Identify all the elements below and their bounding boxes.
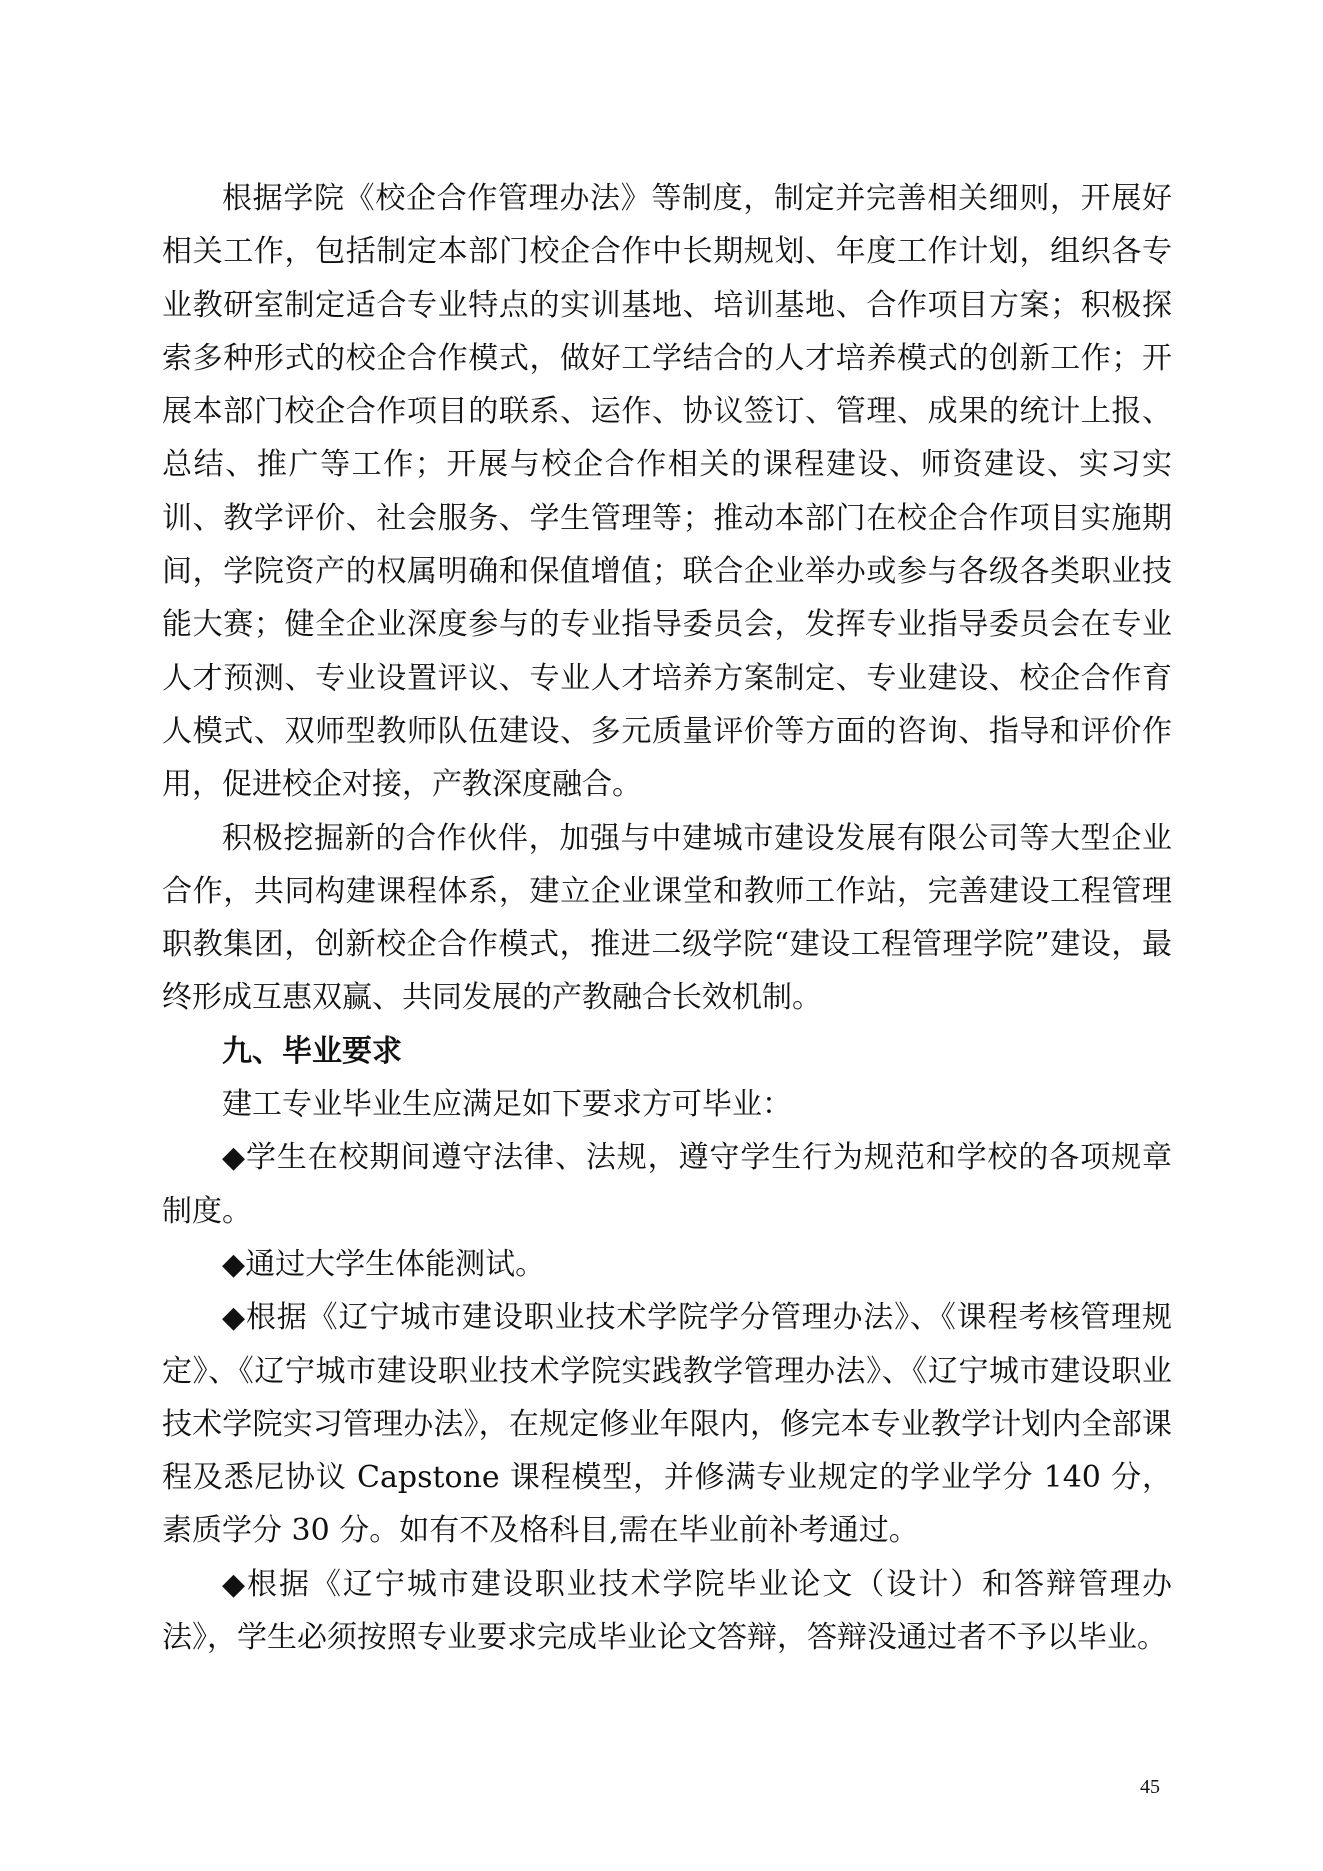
page-number: 45 [1140,1776,1160,1798]
requirement-item-credits: ◆根据《辽宁城市建设职业技术学院学分管理办法》、《课程考核管理规定》、《辽宁城市建设职业技术学院实践教学管理办法》、《辽宁城市建设职业技术学院实习管理办法》，在规定修业年限内，修完本专业教学计划内全部课程及悉尼协议 Capstone 课程模型，并修满专业规定的学业学分 140 分，素质学分 30 分。如有不及格科目,需在毕业前补考通过。 [162,1300,1172,1549]
paragraph-cooperation-rules: 根据学院《校企合作管理办法》等制度，制定并完善相关细则，开展好相关工作，包括制定本部门校企合作中长期规划、年度工作计划，组织各专业教研室制定适合专业特点的实训基地、培训基地、合作项目方案；积极探索多种形式的校企合作模式，做好工学结合的人才培养模式的创新工作；开展本部门校企合作项目的联系、运作、协议签订、管理、成果的统计上报、总结、推广等工作；开展与校企合作相关的课程建设、师资建设、实习实训、教学评价、社会服务、学生管理等；推动本部门在校企合作项目实施期间，学院资产的权属明确和保值增值；联合企业举办或参与各级各类职业技能大赛；健全企业深度参与的专业指导委员会，发挥专业指导委员会在专业人才预测、专业设置评议、专业人才培养方案制定、专业建设、校企合作育人模式、双师型教师队伍建设、多元质量评价等方面的咨询、指导和评价作用，促进校企对接，产教深度融合。 [162,181,1172,803]
requirement-item-fitness: ◆通过大学生体能测试。 [222,1246,546,1282]
requirement-item-conduct: ◆学生在校期间遵守法律、法规，遵守学生行为规范和学校的各项规章制度。 [162,1140,1172,1229]
requirement-item-thesis: ◆根据《辽宁城市建设职业技术学院毕业论文（设计）和答辩管理办法》，学生必须按照专业要求完成毕业论文答辩，答辩没通过者不予以毕业。 [162,1566,1172,1656]
paragraph-new-partners: 积极挖掘新的合作伙伴，加强与中建城市建设发展有限公司等大型企业合作，共同构建课程体系，建立企业课堂和教师工作站，完善建设工程管理职教集团，创新校企合作模式，推进二级学院“建设工程管理学院”建设，最终形成互惠双赢、共同发展的产教融合长效机制。 [162,820,1172,1016]
section-heading: 九、毕业要求 [222,1033,402,1069]
page-body [162,172,1172,1664]
section-intro: 建工专业毕业生应满足如下要求方可毕业： [222,1087,792,1123]
